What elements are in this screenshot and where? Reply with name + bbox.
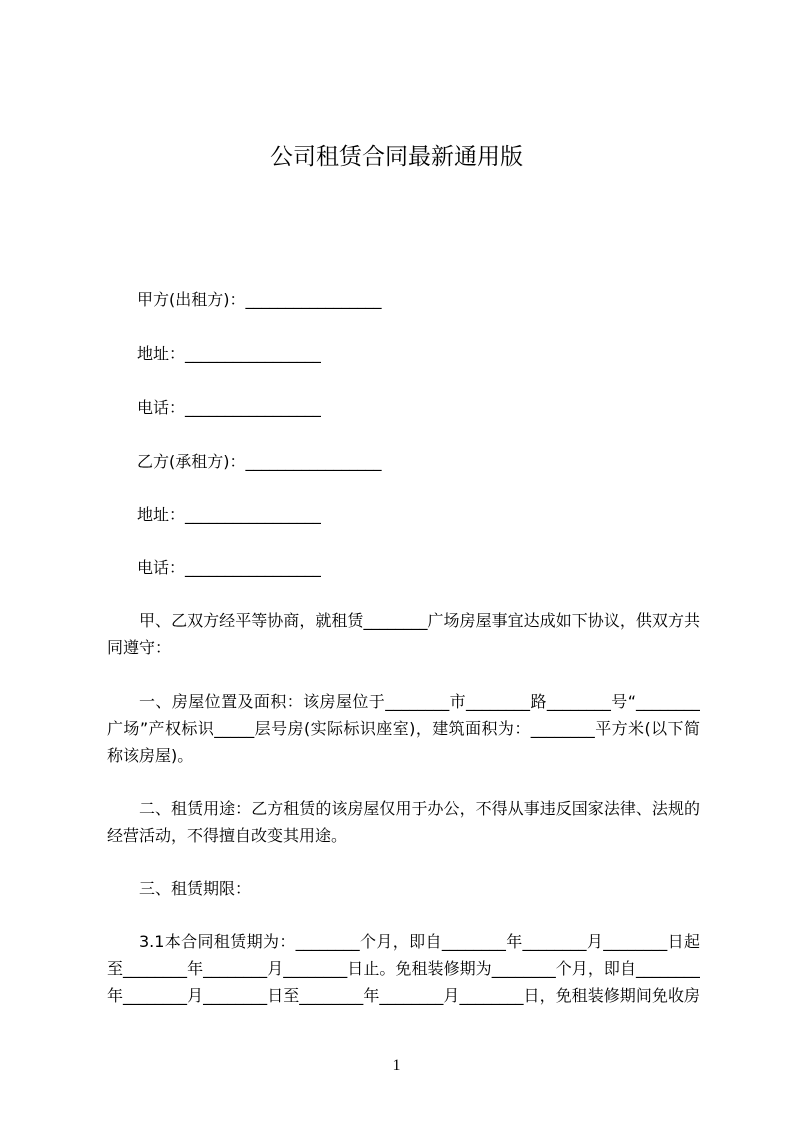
clause-term-detail-line: 3.1本合同租赁期为：________个月，即自________年________月________日起 [139,932,700,951]
clause-usage-line: 经营活动，不得擅自改变其用途。 [107,826,348,845]
party-b-name-line: 乙方(承租方)：_________________ [137,452,382,471]
clause-term-detail-line: 年________月________日至________年________月________日，免租装修期间免收房 [107,986,700,1005]
party-b-address-line: 地址：_________________ [137,505,322,524]
preamble-line: 甲、乙双方经平等协商，就租赁________广场房屋事宜达成如下协议，供双方共 [139,611,700,630]
preamble-line: 同遵守： [107,638,172,657]
document-title: 公司租赁合同最新通用版 [270,144,523,170]
clause-location-line: 一、房屋位置及面积：该房屋位于________市________路________号“________ [139,692,700,711]
party-a-address-line: 地址：_________________ [137,344,322,363]
clause-usage-line: 二、租赁用途：乙方租赁的该房屋仅用于办公，不得从事违反国家法律、法规的 [139,799,700,818]
page-number: 1 [392,1057,401,1074]
party-a-name-line: 甲方(出租方)：_________________ [137,290,382,309]
clause-location-line: 称该房屋)。 [107,746,194,765]
clause-term-heading: 三、租赁期限： [139,879,252,898]
party-a-phone-line: 电话：_________________ [137,398,322,417]
party-b-phone-line: 电话：_________________ [137,558,322,577]
clause-term-detail-line: 至________年________月________日止。免租装修期为________个月，即自________ [107,959,700,978]
clause-location-line: 广场”产权标识_____层号房(实际标识座室)，建筑面积为：________平方米(以下简 [107,719,700,738]
